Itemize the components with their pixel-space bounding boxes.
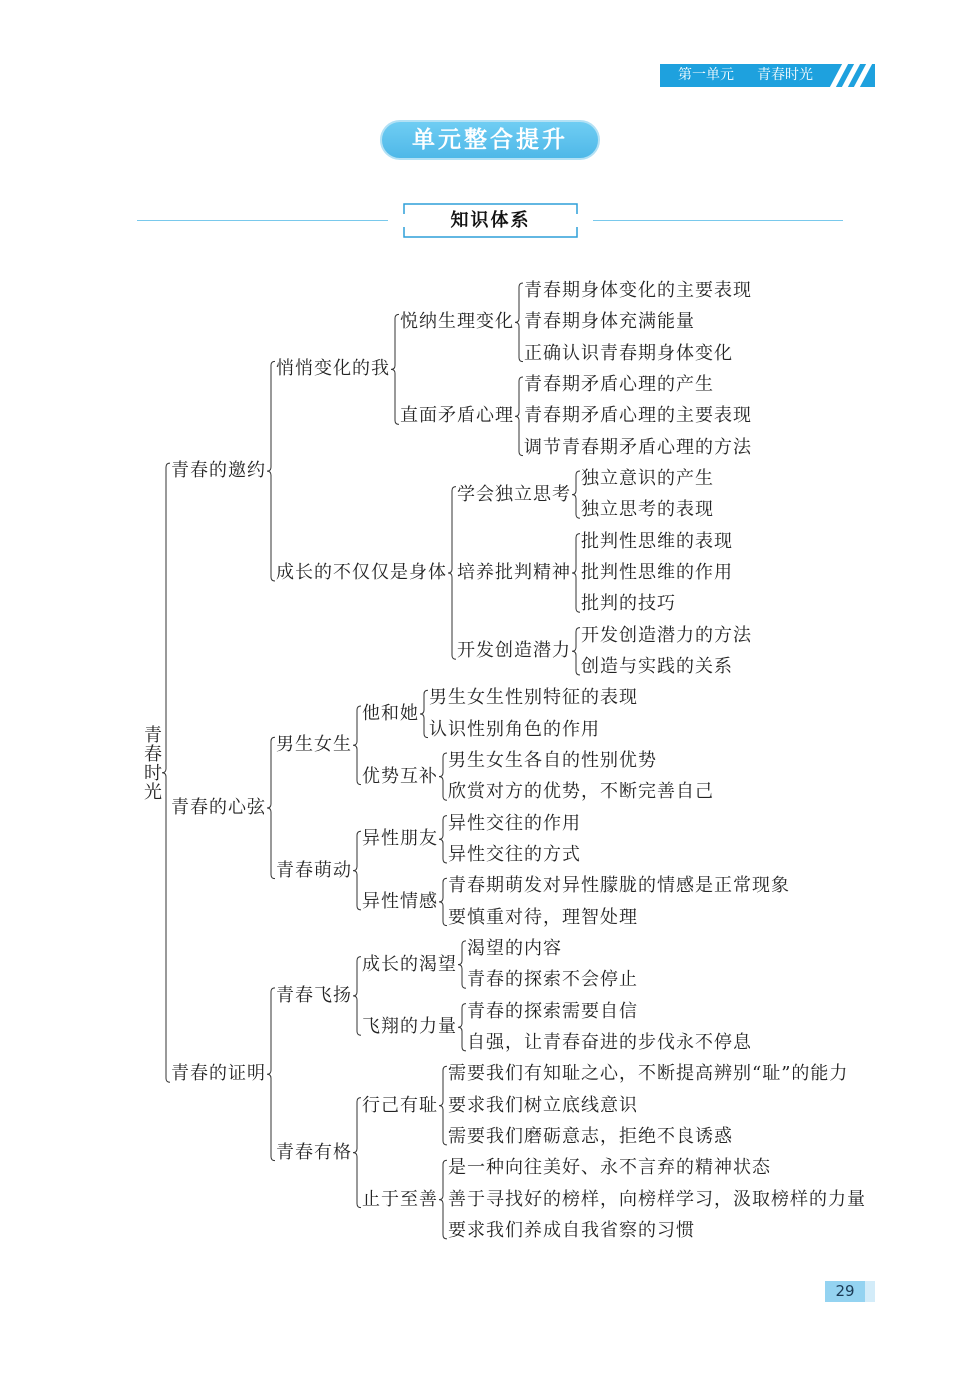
brace — [267, 988, 275, 1161]
map-branch-level-3: 飞翔的力量 — [362, 1016, 457, 1038]
brace — [267, 361, 275, 581]
map-leaf: 青春期萌发对异性朦胧的情感是正常现象 — [448, 875, 790, 897]
brace — [448, 487, 456, 660]
map-leaf: 青春的探索需要自信 — [467, 1000, 638, 1022]
map-leaf: 认识性别角色的作用 — [429, 718, 600, 740]
header-unit: 第一单元 — [678, 67, 734, 83]
brace — [439, 753, 447, 800]
brace — [353, 706, 361, 785]
brace — [572, 534, 580, 613]
map-leaf: 青春期身体充满能量 — [524, 311, 695, 333]
map-leaf: 独立思考的表现 — [581, 499, 714, 521]
map-leaf: 自强，让青春奋进的步伐永不停息 — [467, 1031, 752, 1053]
map-leaf: 男生女生性别特征的表现 — [429, 687, 638, 709]
map-branch-level-3: 培养批判精神 — [457, 561, 571, 583]
map-leaf: 青春期身体变化的主要表现 — [524, 280, 752, 301]
map-branch-level-1: 青春的邀约 — [171, 460, 266, 482]
map-branch-level-3: 学会独立思考 — [457, 483, 571, 505]
map-branch-level-3: 成长的渴望 — [362, 953, 457, 975]
map-leaf: 需要我们有知耻之心，不断提高辨别“耻”的能力 — [448, 1063, 849, 1085]
map-branch-level-1: 青春的心弦 — [171, 796, 266, 818]
brace — [353, 1098, 361, 1208]
brace — [458, 941, 466, 988]
map-leaf: 需要我们磨砺意志，拒绝不良诱惑 — [448, 1125, 733, 1147]
map-leaf: 善于寻找好的榜样，向榜样学习，汲取榜样的力量 — [448, 1188, 866, 1210]
brace — [515, 377, 523, 456]
brace — [162, 463, 170, 1082]
map-branch-level-2: 悄悄变化的我 — [276, 358, 390, 380]
map-leaf: 异性交往的作用 — [448, 812, 581, 834]
map-branch-level-3: 异性朋友 — [362, 828, 438, 850]
map-leaf: 开发创造潜力的方法 — [581, 624, 752, 646]
map-branch-level-3: 开发创造潜力 — [457, 640, 571, 662]
brace — [458, 1004, 466, 1051]
map-branch-level-3: 止于至善 — [362, 1188, 438, 1210]
map-leaf: 青春的探索不会停止 — [467, 969, 638, 991]
brace — [353, 831, 361, 910]
map-leaf: 要求我们养成自我省察的习惯 — [448, 1219, 695, 1241]
map-leaf: 调节青春期矛盾心理的方法 — [524, 436, 752, 458]
page-number-tab — [865, 1281, 875, 1302]
brace — [420, 690, 428, 737]
map-branch-level-2: 成长的不仅仅是身体 — [276, 561, 447, 583]
map-leaf: 批判的技巧 — [581, 593, 676, 615]
map-branch-level-2: 男生女生 — [276, 734, 352, 756]
map-leaf: 要求我们树立底线意识 — [448, 1094, 638, 1116]
unit-summary-banner: 单元整合提升 — [380, 120, 600, 160]
map-leaf: 渴望的内容 — [467, 937, 562, 959]
map-branch-level-2: 青春有格 — [276, 1141, 352, 1163]
map-leaf: 创造与实践的关系 — [581, 655, 733, 677]
header-title: 青春时光 — [757, 67, 813, 83]
map-leaf: 要慎重对待，理智处理 — [448, 906, 638, 928]
brace — [439, 1160, 447, 1239]
map-branch-level-3: 行己有耻 — [362, 1094, 438, 1116]
map-root: 青春时光 — [141, 724, 162, 801]
brace — [439, 1066, 447, 1145]
map-branch-level-2: 青春萌动 — [276, 859, 352, 881]
map-leaf: 青春期矛盾心理的主要表现 — [524, 405, 752, 427]
page-number: 29 — [825, 1281, 865, 1302]
map-leaf: 异性交往的方式 — [448, 843, 581, 865]
brace — [572, 628, 580, 675]
map-leaf: 正确认识青春期身体变化 — [524, 342, 733, 364]
map-leaf: 男生女生各自的性别优势 — [448, 749, 657, 771]
brace — [572, 471, 580, 518]
map-leaf: 批判性思维的表现 — [581, 530, 733, 552]
map-leaf: 批判性思维的作用 — [581, 561, 733, 583]
map-leaf: 独立意识的产生 — [581, 467, 714, 489]
brace — [515, 283, 523, 362]
brace — [267, 737, 275, 878]
brace — [391, 314, 399, 424]
map-leaf: 欣赏对方的优势，不断完善自己 — [448, 781, 714, 803]
map-leaf: 青春期矛盾心理的产生 — [524, 373, 714, 395]
map-branch-level-3: 他和她 — [362, 702, 419, 724]
map-branch-level-3: 悦纳生理变化 — [400, 311, 514, 333]
map-branch-level-3: 异性情感 — [362, 890, 438, 912]
map-branch-level-3: 优势互补 — [362, 765, 438, 787]
brace — [439, 878, 447, 925]
map-branch-level-3: 直面矛盾心理 — [400, 405, 514, 427]
brace — [353, 957, 361, 1036]
brace — [439, 816, 447, 863]
map-branch-level-2: 青春飞扬 — [276, 984, 352, 1006]
map-leaf: 是一种向往美好、永不言弃的精神状态 — [448, 1157, 771, 1179]
map-branch-level-1: 青春的证明 — [171, 1063, 266, 1085]
section-title: 知识体系 — [450, 210, 531, 231]
